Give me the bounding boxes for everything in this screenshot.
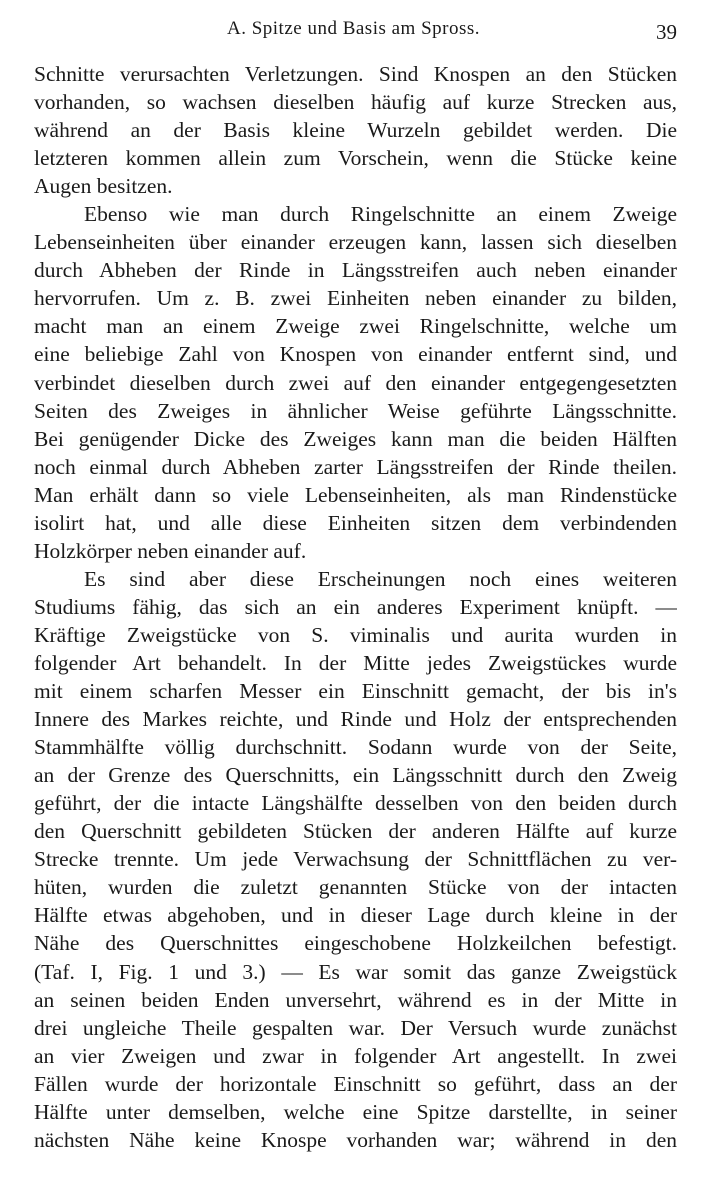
text-line: Lebenseinheiten über einander erzeugen kann, lassen sich dieselben	[34, 230, 677, 255]
text-line: isolirt hat, und alle diese Einheiten sitzen dem verbindenden	[34, 510, 677, 535]
text-line: Augen besitzen.	[34, 174, 173, 199]
text-line: macht man an einem Zweige zwei Ringelschnitte, welche um	[34, 314, 677, 339]
text-line: Seiten des Zweiges in ähnlicher Weise geführte Längsschnitte.	[34, 398, 677, 423]
text-line: eine beliebige Zahl von Knospen von einander entfernt sind, und	[34, 342, 677, 367]
text-line: mit einem scharfen Messer ein Einschnitt gemacht, der bis in's	[34, 679, 677, 704]
text-line: Strecke trennte. Um jede Verwachsung der Schnittflächen zu ver-	[34, 847, 677, 872]
text-line: Hälfte etwas abgehoben, und in dieser Lage durch kleine in der	[34, 903, 677, 928]
text-line: Nähe des Querschnittes eingeschobene Holzkeilchen befestigt.	[34, 931, 677, 956]
text-line: geführt, der die intacte Längshälfte desselben von den beiden durch	[34, 791, 677, 816]
text-line: Ebenso wie man durch Ringelschnitte an einem Zweige	[84, 202, 677, 227]
text-line: während an der Basis kleine Wurzeln gebildet werden. Die	[34, 118, 677, 143]
text-line: Bei genügender Dicke des Zweiges kann man die beiden Hälften	[34, 426, 677, 451]
text-line: hervorrufen. Um z. B. zwei Einheiten neben einander zu bilden,	[34, 286, 677, 311]
text-line: an der Grenze des Querschnitts, ein Längsschnitt durch den Zweig	[34, 763, 677, 788]
text-line: Studiums fähig, das sich an ein anderes Experiment knüpft. —	[34, 594, 677, 619]
text-line: den Querschnitt gebildeten Stücken der anderen Hälfte auf kurze	[34, 819, 677, 844]
text-line: folgender Art behandelt. In der Mitte jedes Zweigstückes wurde	[34, 650, 677, 675]
text-line: Man erhält dann so viele Lebenseinheiten, als man Rindenstücke	[34, 482, 677, 507]
text-line: durch Abheben der Rinde in Längsstreifen auch neben einander	[34, 258, 677, 283]
text-line: an vier Zweigen und zwar in folgender Art angestellt. In zwei	[34, 1043, 677, 1068]
text-line: Kräftige Zweigstücke von S. viminalis und aurita wurden in	[34, 622, 677, 647]
page-number: 39	[656, 20, 677, 44]
body-text	[34, 60, 677, 1154]
text-line: noch einmal durch Abheben zarter Längsstreifen der Rinde theilen.	[34, 454, 677, 479]
text-line: Es sind aber diese Erscheinungen noch eines weiteren	[84, 566, 677, 591]
text-line: drei ungleiche Theile gespalten war. Der Versuch wurde zunächst	[34, 1015, 677, 1040]
text-line: Stammhälfte völlig durchschnitt. Sodann wurde von der Seite,	[34, 735, 677, 760]
text-line: vorhanden, so wachsen dieselben häufig auf kurze Strecken aus,	[34, 90, 677, 115]
text-line: nächsten Nähe keine Knospe vorhanden war; während in den	[34, 1127, 677, 1152]
running-title: A. Spitze und Basis am Spross.	[226, 18, 481, 39]
text-line: verbindet dieselben durch zwei auf den einander entgegengesetzten	[34, 370, 677, 395]
text-line: hüten, wurden die zuletzt genannten Stücke von der intacten	[34, 875, 677, 900]
text-line: Hälfte unter demselben, welche eine Spitze darstellte, in seiner	[34, 1099, 677, 1124]
text-line: (Taf. I, Fig. 1 und 3.) — Es war somit das ganze Zweigstück	[34, 959, 677, 984]
text-line: Schnitte verursachten Verletzungen. Sind Knospen an den Stücken	[34, 62, 677, 86]
text-line: Innere des Markes reichte, und Rinde und Holz der entsprechenden	[34, 707, 677, 732]
text-line: letzteren kommen allein zum Vorschein, wenn die Stücke keine	[34, 146, 677, 171]
text-line: Holzkörper neben einander auf.	[34, 538, 307, 563]
text-line: an seinen beiden Enden unversehrt, während es in der Mitte in	[34, 987, 677, 1012]
text-line: Fällen wurde der horizontale Einschnitt so geführt, dass an der	[34, 1071, 677, 1096]
running-head	[0, 16, 707, 46]
